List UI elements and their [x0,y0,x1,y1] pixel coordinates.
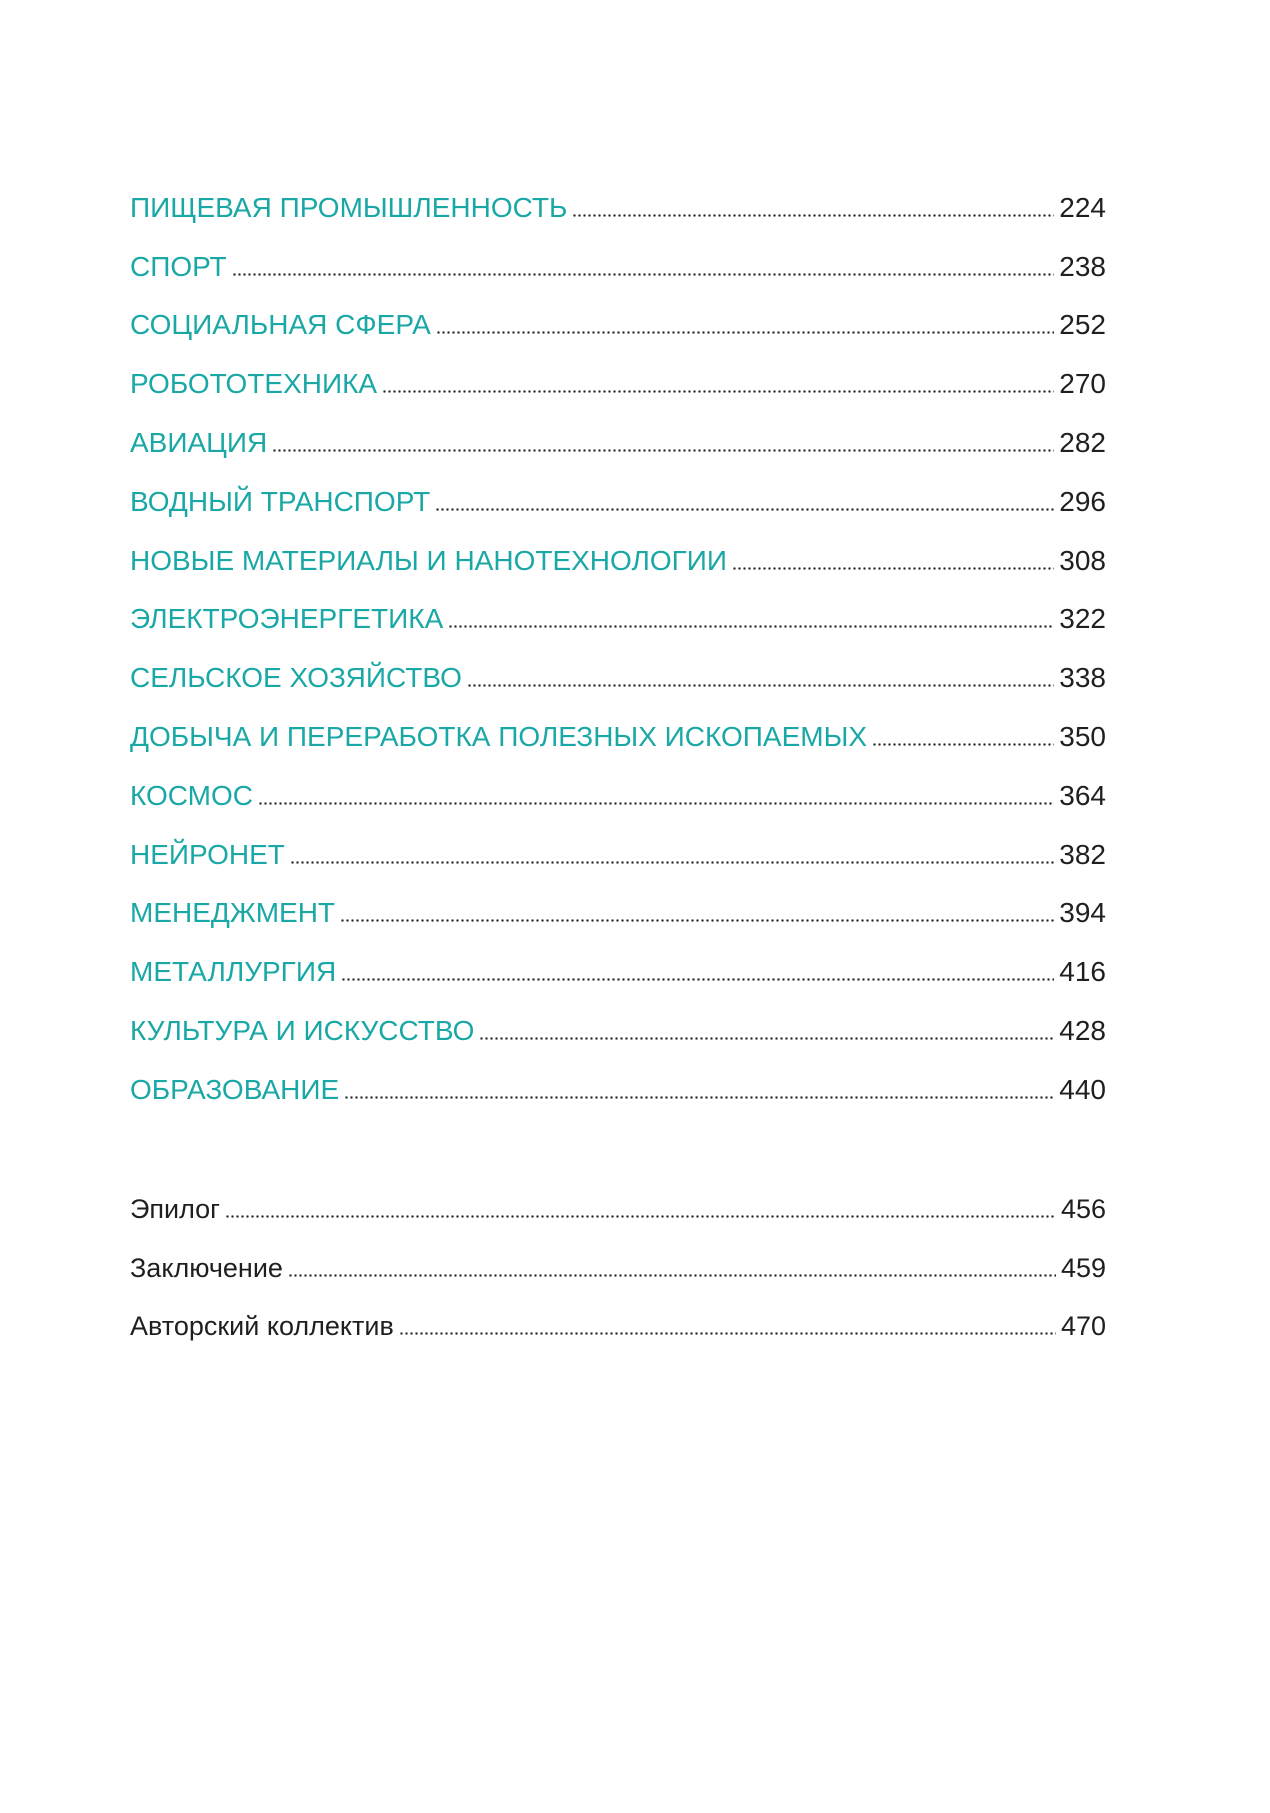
toc-entry-title: КУЛЬТУРА И ИСКУССТВО [130,1014,475,1046]
dot-leader [288,1274,1056,1277]
toc-entry-title: НОВЫЕ МАТЕРИАЛЫ И НАНОТЕХНОЛОГИИ [130,544,728,576]
toc-entry-title: ОБРАЗОВАНИЕ [130,1073,340,1105]
toc-entry[interactable] [130,709,1106,768]
dot-leader [479,1037,1054,1040]
toc-entry[interactable] [130,298,1106,357]
toc-entry-title: СЕЛЬСКОЕ ХОЗЯЙСТВО [130,662,462,694]
toc-entry-page: 252 [1059,309,1106,341]
dot-leader [344,1096,1054,1099]
dot-leader [382,390,1054,393]
toc-entry[interactable] [130,1240,1106,1299]
toc-entry-page: 238 [1059,250,1106,282]
toc-back-matter [130,1181,1106,1357]
toc-entry[interactable] [130,356,1106,415]
toc-entry[interactable] [130,1299,1106,1358]
dot-leader [340,919,1054,922]
toc-entry[interactable] [130,650,1106,709]
toc-entry[interactable] [130,1062,1106,1121]
toc-entry-page: 270 [1059,368,1106,400]
toc-entry-page: 350 [1059,720,1106,752]
dot-leader [272,449,1054,452]
toc-entry[interactable] [130,474,1106,533]
toc-entry[interactable] [130,533,1106,592]
toc-entry-page: 296 [1059,485,1106,517]
toc-entry-page: 382 [1059,838,1106,870]
toc-sections [130,180,1106,1121]
toc-entry-page: 364 [1059,779,1106,811]
toc-entry[interactable] [130,944,1106,1003]
toc-entry-title: МЕТАЛЛУРГИЯ [130,956,337,988]
toc-entry-title: ЭЛЕКТРОЭНЕРГЕТИКА [130,603,444,635]
toc-entry[interactable] [130,180,1106,239]
toc-entry-title: СОЦИАЛЬНАЯ СФЕРА [130,309,431,341]
toc-entry-page: 394 [1059,897,1106,929]
dot-leader [232,273,1055,276]
toc-entry-page: 440 [1059,1073,1106,1105]
toc-entry-title: ВОДНЫЙ ТРАНСПОРТ [130,485,431,517]
toc-entry-page: 322 [1059,603,1106,635]
dot-leader [435,508,1054,511]
toc-entry[interactable] [130,886,1106,945]
toc-entry[interactable] [130,827,1106,886]
dot-leader [572,214,1054,217]
dot-leader [436,331,1054,334]
toc-entry-title: КОСМОС [130,779,254,811]
dot-leader [225,1215,1056,1218]
toc-entry-page: 282 [1059,426,1106,458]
toc-entry-page: 470 [1060,1311,1106,1342]
dot-leader [290,861,1054,864]
toc-entry-title: СПОРТ [130,250,227,282]
toc-entry-title: Авторский коллектив [130,1311,394,1342]
dot-leader [732,567,1054,570]
dot-leader [872,743,1054,746]
toc-entry-page: 456 [1060,1193,1106,1224]
toc-entry-title: Заключение [130,1252,283,1283]
toc-entry-page: 308 [1059,544,1106,576]
toc-entry-title: Эпилог [130,1193,221,1224]
toc-entry-title: ПИЩЕВАЯ ПРОМЫШЛЕННОСТЬ [130,191,568,223]
toc-entry-title: МЕНЕДЖМЕНТ [130,897,336,929]
toc-entry[interactable] [130,415,1106,474]
toc-entry[interactable] [130,592,1106,651]
toc-entry-title: АВИАЦИЯ [130,426,268,458]
toc-entry-page: 416 [1059,956,1106,988]
dot-leader [448,625,1054,628]
toc-entry-title: НЕЙРОНЕТ [130,838,285,870]
toc-entry-page: 459 [1060,1252,1106,1283]
toc-entry-title: РОБОТОТЕХНИКА [130,368,378,400]
dot-leader [399,1332,1056,1335]
toc-entry-page: 428 [1059,1014,1106,1046]
dot-leader [258,802,1054,805]
toc-entry[interactable] [130,239,1106,298]
toc-entry-title: ДОБЫЧА И ПЕРЕРАБОТКА ПОЛЕЗНЫХ ИСКОПАЕМЫХ [130,720,868,752]
toc-entry-page: 224 [1059,191,1106,223]
dot-leader [341,978,1054,981]
toc-entry[interactable] [130,768,1106,827]
toc-entry[interactable] [130,1003,1106,1062]
toc-entry-page: 338 [1059,662,1106,694]
toc-entry[interactable] [130,1181,1106,1240]
dot-leader [467,684,1054,687]
